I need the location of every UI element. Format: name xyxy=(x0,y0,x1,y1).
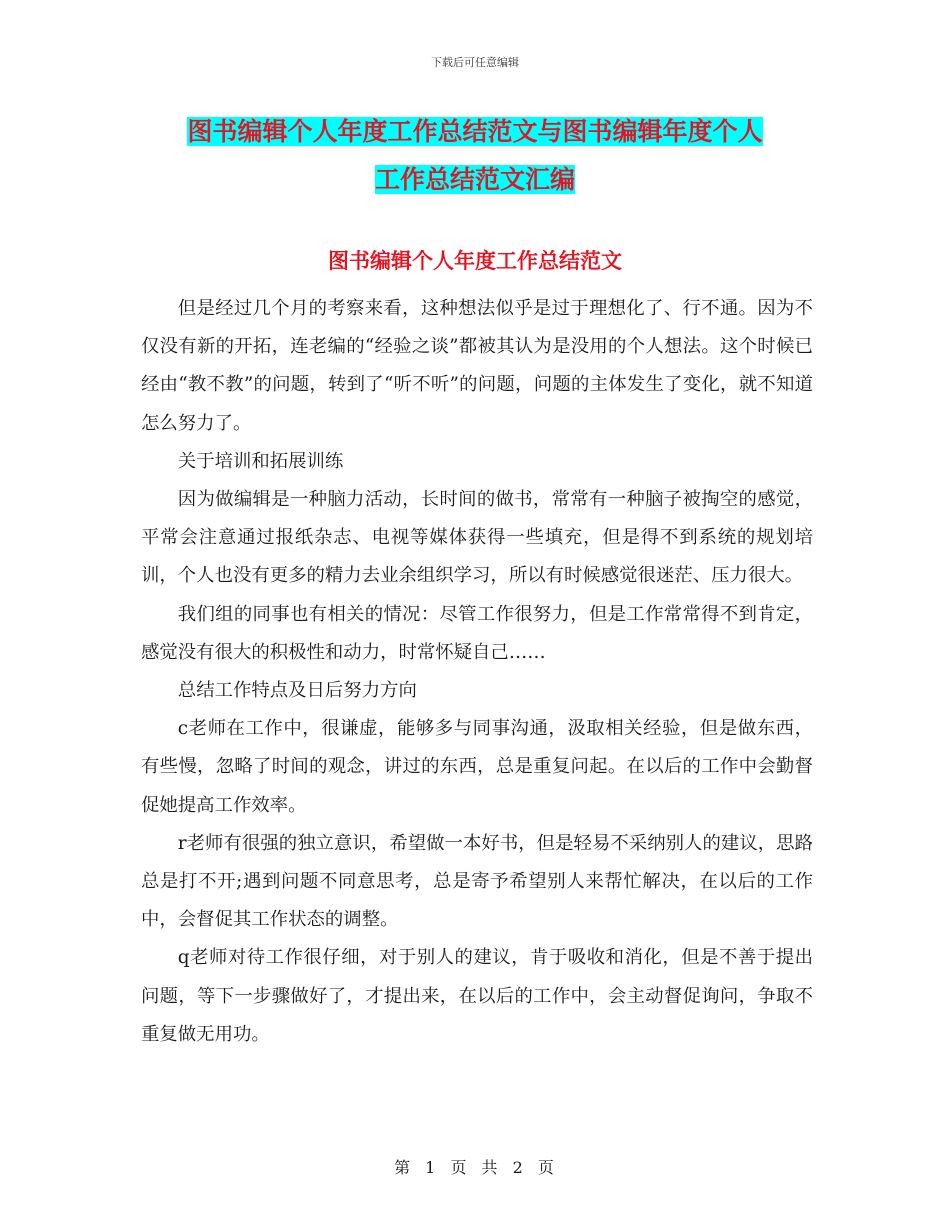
subheading: 总结工作特点及日后努力方向 xyxy=(177,680,417,702)
paragraph: 但是经过几个月的考察来看，这种想法似乎是过于理想化了、行不通。因为不仅没有新的开拓，连老编的“经验之谈”都被其认为是没用的个人想法。这个时候已经由“教不教”的问题，转到了“听不听”的问题，问题的主体发生了变化，就不知道怎么努力了。 xyxy=(141,298,813,434)
subheading: 关于培训和拓展训练 xyxy=(177,450,344,472)
document-title-line-1: 图书编辑个人年度工作总结范文与图书编辑年度个人 xyxy=(187,117,763,146)
document-body xyxy=(141,290,813,1054)
paragraph: r老师有很强的独立意识，希望做一本好书，但是轻易不采纳别人的建议，思路总是打不开;遇到问题不同意思考，总是寄予希望别人来帮忙解决，在以后的工作中，会督促其工作状态的调整。 xyxy=(141,832,813,931)
header-note: 下载后可任意编辑 xyxy=(431,56,519,69)
paragraph: 我们组的同事也有相关的情况：尽管工作很努力，但是工作常常得不到肯定，感觉没有很大的积极性和动力，时常怀疑自己…… xyxy=(141,603,813,663)
page-footer: 第 1 页 共 2 页 xyxy=(394,1158,556,1177)
paragraph: q老师对待工作很仔细，对于别人的建议，肯于吸收和消化，但是不善于提出问题，等下一步骤做好了，才提出来，在以后的工作中，会主动督促询问，争取不重复做无用功。 xyxy=(141,947,813,1045)
section-title: 图书编辑个人年度工作总结范文 xyxy=(328,249,622,273)
paragraph: c老师在工作中，很谦虚，能够多与同事沟通，汲取相关经验，但是做东西，有些慢，忽略了时间的观念，讲过的东西，总是重复问起。在以后的工作中会勤督促她提高工作效率。 xyxy=(141,718,813,816)
document-title xyxy=(150,108,800,204)
paragraph: 因为做编辑是一种脑力活动，长时间的做书，常常有一种脑子被掏空的感觉，平常会注意通过报纸杂志、电视等媒体获得一些填充，但是得不到系统的规划培训，个人也没有更多的精力去业余组织学习，所以有时候感觉很迷茫、压力很大。 xyxy=(141,489,813,587)
document-title-line-2: 工作总结范文汇编 xyxy=(374,165,575,194)
